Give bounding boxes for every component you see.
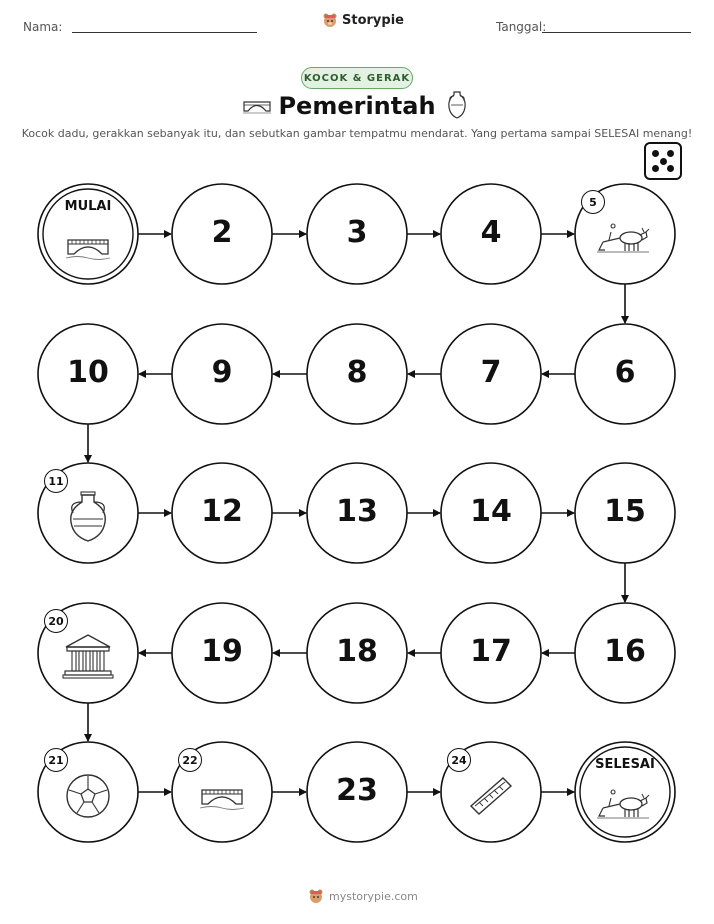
activity-badge: KOCOK & GERAK — [301, 67, 413, 89]
board-space-number-badge: 5 — [581, 190, 605, 214]
board-space-number: 3 — [346, 215, 368, 250]
board-space-number: 10 — [67, 355, 109, 390]
board-space-number-badge: 24 — [447, 748, 471, 772]
board-space-number: 19 — [201, 634, 243, 669]
board-space-number: 12 — [201, 494, 243, 529]
start-label: MULAI — [64, 199, 112, 214]
board-space-number: 8 — [346, 355, 368, 390]
brand-name: Storypie — [342, 12, 404, 28]
board-space-number-badge: 22 — [178, 748, 202, 772]
board-space-number: 15 — [604, 494, 646, 529]
finish-label: SELESAI — [595, 757, 655, 772]
instructions: Kocok dadu, gerakkan sebanyak itu, dan sebutkan gambar tempatmu mendarat. Yang pertama sampai SELESAI menang! — [21, 127, 693, 140]
page-title: Pemerintah — [278, 92, 436, 120]
board-space-number-badge: 20 — [44, 609, 68, 633]
name-label: Nama: — [23, 20, 63, 34]
board-space-number: 14 — [470, 494, 512, 529]
footer-url: mystorypie.com — [329, 889, 418, 903]
board-space-number: 9 — [211, 355, 233, 390]
board-space-number: 2 — [211, 215, 233, 250]
board-space-number: 13 — [336, 494, 378, 529]
board-space-number: 6 — [614, 355, 636, 390]
board-space-number-badge: 11 — [44, 469, 68, 493]
board-space-number: 16 — [604, 634, 646, 669]
board-space-number: 17 — [470, 634, 512, 669]
board-space-number: 23 — [336, 773, 378, 808]
board-space-number: 7 — [480, 355, 502, 390]
board-space-number: 4 — [480, 215, 502, 250]
footer — [308, 888, 418, 904]
date-label: Tanggal: — [496, 20, 547, 34]
board-space-number-badge: 21 — [44, 748, 68, 772]
board-space-number: 18 — [336, 634, 378, 669]
bear-mascot-icon — [308, 888, 324, 904]
